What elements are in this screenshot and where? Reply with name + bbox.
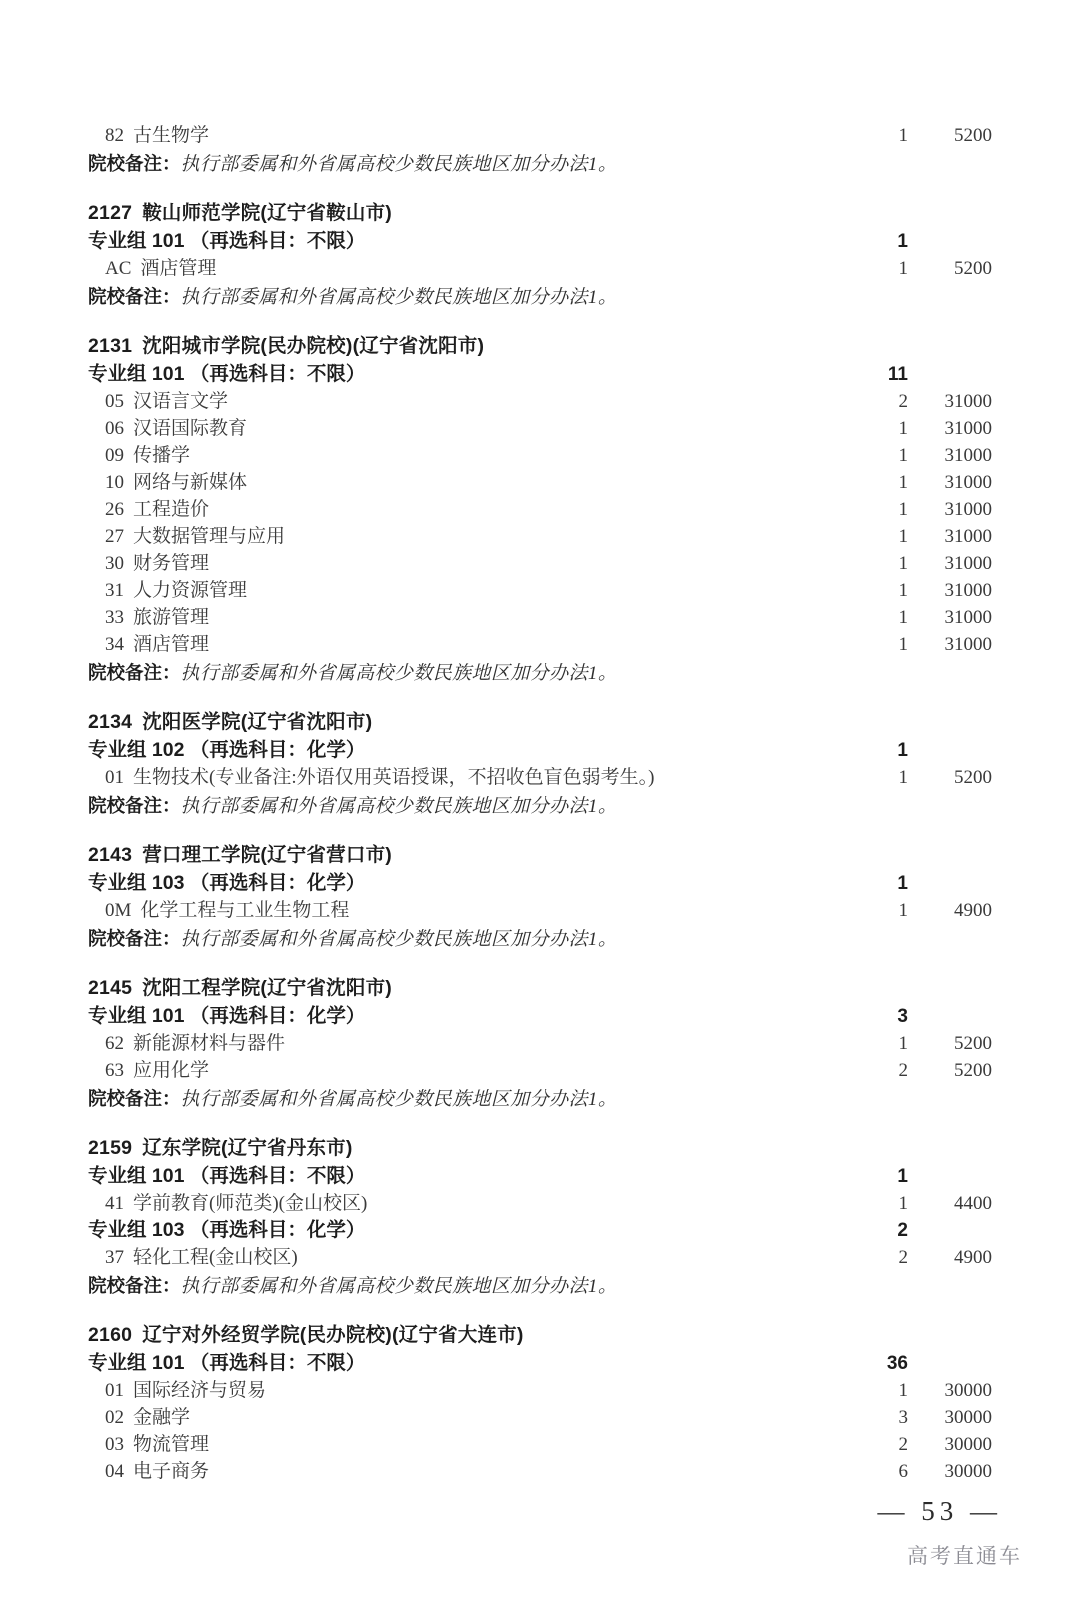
major-count: 2: [898, 1247, 908, 1268]
major-row: [88, 897, 998, 924]
major-label: [88, 897, 349, 924]
major-name: 汉语言文学: [133, 391, 229, 412]
major-label: [88, 122, 209, 149]
major-row: [88, 442, 998, 469]
school-remark-value: 执行部委属和外省属高校少数民族地区加分办法1。: [180, 154, 618, 175]
block-spacer: [88, 687, 998, 707]
major-name: 轻化工程(金山校区): [133, 1247, 298, 1268]
block-spacer: [88, 178, 998, 198]
major-label: [88, 523, 285, 550]
major-fee: 5200: [954, 1033, 992, 1054]
major-code: 27: [105, 526, 124, 547]
major-fee: 30000: [944, 1461, 992, 1482]
major-label: [88, 255, 216, 282]
major-name: 财务管理: [133, 553, 210, 574]
major-count: 1: [898, 767, 908, 788]
major-name: 应用化学: [133, 1060, 210, 1081]
block-spacer: [88, 820, 998, 840]
group-count: 1: [897, 1166, 908, 1187]
major-label: [88, 442, 190, 469]
group-row: [88, 361, 998, 388]
major-code: 37: [105, 1247, 124, 1268]
major-label: [88, 604, 209, 631]
major-code: 33: [105, 607, 124, 628]
school-header: [88, 707, 998, 737]
group-label: 专业组 101 （再选科目：不限）: [88, 230, 366, 252]
major-label: [88, 631, 209, 658]
major-fee: 4400: [954, 1193, 992, 1214]
major-label: [88, 1057, 209, 1084]
group-label: 专业组 101 （再选科目：不限）: [88, 1165, 366, 1187]
watermark: 高考直通车: [907, 1545, 1022, 1568]
major-count: 1: [898, 634, 908, 655]
major-fee: 31000: [944, 553, 992, 574]
major-code: 04: [105, 1461, 124, 1482]
major-code: 03: [105, 1434, 124, 1455]
group-label: 专业组 102 （再选科目：化学）: [88, 739, 366, 761]
school-remark: [88, 791, 998, 820]
school-remark-value: 执行部委属和外省属高校少数民族地区加分办法1。: [180, 796, 618, 817]
school-name: 辽宁对外经贸学院(民办院校)(辽宁省大连市): [142, 1324, 524, 1346]
school-header: [88, 198, 998, 228]
major-code: 01: [105, 767, 124, 788]
group-label: 专业组 101 （再选科目：化学）: [88, 1005, 366, 1027]
group-count: 2: [897, 1220, 908, 1241]
major-fee: 30000: [944, 1380, 992, 1401]
major-row: [88, 1431, 998, 1458]
group-row: [88, 870, 998, 897]
major-count: 1: [898, 526, 908, 547]
group-row: [88, 1163, 998, 1190]
major-fee: 31000: [944, 445, 992, 466]
major-name: 酒店管理: [133, 634, 210, 655]
group-count: 1: [897, 740, 908, 761]
school-remark: [88, 282, 998, 311]
major-fee: 5200: [954, 125, 992, 146]
major-label: [88, 388, 228, 415]
major-fee: 30000: [944, 1407, 992, 1428]
major-row: [88, 469, 998, 496]
major-label: [88, 1244, 298, 1271]
major-name: 旅游管理: [133, 607, 210, 628]
major-code: 30: [105, 553, 124, 574]
group-row: [88, 737, 998, 764]
major-fee: 31000: [944, 418, 992, 439]
major-code: 34: [105, 634, 124, 655]
major-name: 大数据管理与应用: [133, 526, 286, 547]
major-fee: 5200: [954, 258, 992, 279]
page-number: — 53 —: [877, 1496, 1002, 1526]
major-label: [88, 1030, 285, 1057]
major-fee: 31000: [944, 391, 992, 412]
major-name: 工程造价: [133, 499, 210, 520]
group-label: 专业组 103 （再选科目：化学）: [88, 872, 366, 894]
major-code: 82: [105, 125, 124, 146]
major-row: [88, 550, 998, 577]
major-name: 古生物学: [133, 125, 210, 146]
school-remark-label: [88, 149, 617, 179]
group-row: [88, 228, 998, 255]
school-remark-value: 执行部委属和外省属高校少数民族地区加分办法1。: [180, 929, 618, 950]
school-name: 辽东学院(辽宁省丹东市): [142, 1137, 353, 1159]
major-label: [88, 764, 654, 791]
major-label: [88, 1458, 209, 1485]
major-row: [88, 496, 998, 523]
school-header-label: [88, 707, 372, 737]
major-count: 2: [898, 391, 908, 412]
school-code: 2160: [88, 1324, 133, 1346]
major-count: 1: [898, 553, 908, 574]
major-name: 学前教育(师范类)(金山校区): [133, 1193, 368, 1214]
school-remark-value: 执行部委属和外省属高校少数民族地区加分办法1。: [180, 1276, 618, 1297]
school-remark-key: 院校备注：: [88, 153, 181, 174]
school-remark-label: [88, 1084, 617, 1114]
group-count: 11: [887, 364, 908, 385]
major-code: 01: [105, 1380, 124, 1401]
school-name: 沈阳城市学院(民办院校)(辽宁省沈阳市): [142, 335, 485, 357]
major-fee: 31000: [944, 472, 992, 493]
major-row: [88, 1030, 998, 1057]
major-row: [88, 1244, 998, 1271]
school-remark-value: 执行部委属和外省属高校少数民族地区加分办法1。: [180, 1089, 618, 1110]
major-label: [88, 550, 209, 577]
major-label: [88, 1431, 209, 1458]
school-remark-key: 院校备注：: [88, 1088, 181, 1109]
major-count: 1: [898, 445, 908, 466]
school-header: [88, 1320, 998, 1350]
group-count: 1: [897, 873, 908, 894]
major-count: 1: [898, 499, 908, 520]
school-header: [88, 973, 998, 1003]
major-fee: 4900: [954, 900, 992, 921]
major-row: [88, 1377, 998, 1404]
major-code: 26: [105, 499, 124, 520]
plan-listing: [88, 122, 998, 1485]
group-row: [88, 1217, 998, 1244]
page-footer: [0, 1496, 1080, 1596]
school-code: 2145: [88, 977, 133, 999]
school-code: 2159: [88, 1137, 133, 1159]
major-name: 金融学: [133, 1407, 191, 1428]
school-header: [88, 840, 998, 870]
major-fee: 30000: [944, 1434, 992, 1455]
major-count: 1: [898, 125, 908, 146]
major-label: [88, 1190, 367, 1217]
school-remark-key: 院校备注：: [88, 1275, 181, 1296]
major-row: [88, 604, 998, 631]
school-remark-key: 院校备注：: [88, 928, 181, 949]
major-code: 05: [105, 391, 124, 412]
school-name: 鞍山师范学院(辽宁省鞍山市): [142, 202, 392, 224]
major-label: [88, 496, 209, 523]
school-name: 沈阳医学院(辽宁省沈阳市): [142, 711, 373, 733]
major-name: 酒店管理: [140, 258, 217, 279]
major-fee: 5200: [954, 767, 992, 788]
major-row: [88, 523, 998, 550]
major-count: 1: [898, 1033, 908, 1054]
major-row: [88, 122, 998, 149]
group-count: 3: [897, 1006, 908, 1027]
school-remark: [88, 924, 998, 953]
major-row: [88, 1404, 998, 1431]
major-code: 0M: [105, 900, 132, 921]
block-spacer: [88, 953, 998, 973]
block-spacer: [88, 1113, 998, 1133]
school-remark: [88, 1084, 998, 1113]
major-row: [88, 255, 998, 282]
school-code: 2131: [88, 335, 133, 357]
school-header: [88, 1133, 998, 1163]
major-count: 1: [898, 900, 908, 921]
major-count: 1: [898, 580, 908, 601]
school-remark-key: 院校备注：: [88, 662, 181, 683]
major-label: [88, 415, 247, 442]
major-name: 传播学: [133, 445, 191, 466]
major-count: 1: [898, 258, 908, 279]
block-spacer: [88, 311, 998, 331]
school-header: [88, 331, 998, 361]
school-header-label: [88, 198, 392, 228]
major-count: 6: [898, 1461, 908, 1482]
major-name: 新能源材料与器件: [133, 1033, 286, 1054]
school-header-label: [88, 973, 392, 1003]
group-label: 专业组 101 （再选科目：不限）: [88, 1352, 366, 1374]
major-code: 31: [105, 580, 124, 601]
major-fee: 31000: [944, 607, 992, 628]
school-name: 沈阳工程学院(辽宁省沈阳市): [142, 977, 392, 999]
school-remark-label: [88, 658, 617, 688]
major-fee: 31000: [944, 580, 992, 601]
major-row: [88, 1458, 998, 1485]
school-name: 营口理工学院(辽宁省营口市): [142, 844, 392, 866]
school-remark: [88, 658, 998, 687]
school-code: 2143: [88, 844, 133, 866]
major-row: [88, 415, 998, 442]
major-row: [88, 1190, 998, 1217]
major-code: 41: [105, 1193, 124, 1214]
major-name: 生物技术(专业备注:外语仅用英语授课，不招收色盲色弱考生。): [133, 767, 655, 788]
major-row: [88, 631, 998, 658]
major-name: 汉语国际教育: [133, 418, 248, 439]
major-count: 1: [898, 607, 908, 628]
group-row: [88, 1350, 998, 1377]
major-count: 1: [898, 418, 908, 439]
major-label: [88, 1377, 266, 1404]
school-remark-label: [88, 282, 617, 312]
major-name: 电子商务: [133, 1461, 210, 1482]
school-code: 2127: [88, 202, 133, 224]
block-spacer: [88, 1300, 998, 1320]
major-code: AC: [105, 258, 132, 279]
group-count: 1: [897, 231, 908, 252]
major-code: 62: [105, 1033, 124, 1054]
school-remark-key: 院校备注：: [88, 795, 181, 816]
group-row: [88, 1003, 998, 1030]
major-fee: 31000: [944, 634, 992, 655]
major-code: 09: [105, 445, 124, 466]
major-fee: 31000: [944, 499, 992, 520]
school-remark-label: [88, 791, 617, 821]
major-label: [88, 577, 247, 604]
major-count: 2: [898, 1434, 908, 1455]
major-code: 02: [105, 1407, 124, 1428]
major-fee: 5200: [954, 1060, 992, 1081]
school-header-label: [88, 1133, 353, 1163]
school-remark-value: 执行部委属和外省属高校少数民族地区加分办法1。: [180, 663, 618, 684]
school-remark-label: [88, 924, 617, 954]
school-header-label: [88, 331, 484, 361]
major-label: [88, 1404, 190, 1431]
major-count: 1: [898, 1193, 908, 1214]
school-code: 2134: [88, 711, 133, 733]
major-name: 物流管理: [133, 1434, 210, 1455]
major-name: 网络与新媒体: [133, 472, 248, 493]
major-code: 63: [105, 1060, 124, 1081]
major-name: 化学工程与工业生物工程: [140, 900, 350, 921]
major-count: 1: [898, 472, 908, 493]
major-code: 06: [105, 418, 124, 439]
group-label: 专业组 103 （再选科目：化学）: [88, 1219, 366, 1241]
school-remark-label: [88, 1271, 617, 1301]
major-name: 人力资源管理: [133, 580, 248, 601]
school-header-label: [88, 840, 392, 870]
major-code: 10: [105, 472, 124, 493]
group-count: 36: [886, 1353, 908, 1374]
major-name: 国际经济与贸易: [133, 1380, 267, 1401]
major-row: [88, 1057, 998, 1084]
major-count: 2: [898, 1060, 908, 1081]
major-fee: 31000: [944, 526, 992, 547]
school-blocks: [88, 178, 998, 1485]
major-row: [88, 388, 998, 415]
school-remark-value: 执行部委属和外省属高校少数民族地区加分办法1。: [180, 287, 618, 308]
major-count: 3: [898, 1407, 908, 1428]
major-count: 1: [898, 1380, 908, 1401]
major-row: [88, 577, 998, 604]
major-fee: 4900: [954, 1247, 992, 1268]
major-row: [88, 764, 998, 791]
group-label: 专业组 101 （再选科目：不限）: [88, 363, 366, 385]
major-label: [88, 469, 247, 496]
school-remark: [88, 149, 998, 178]
school-remark: [88, 1271, 998, 1300]
school-remark-key: 院校备注：: [88, 286, 181, 307]
school-header-label: [88, 1320, 524, 1350]
